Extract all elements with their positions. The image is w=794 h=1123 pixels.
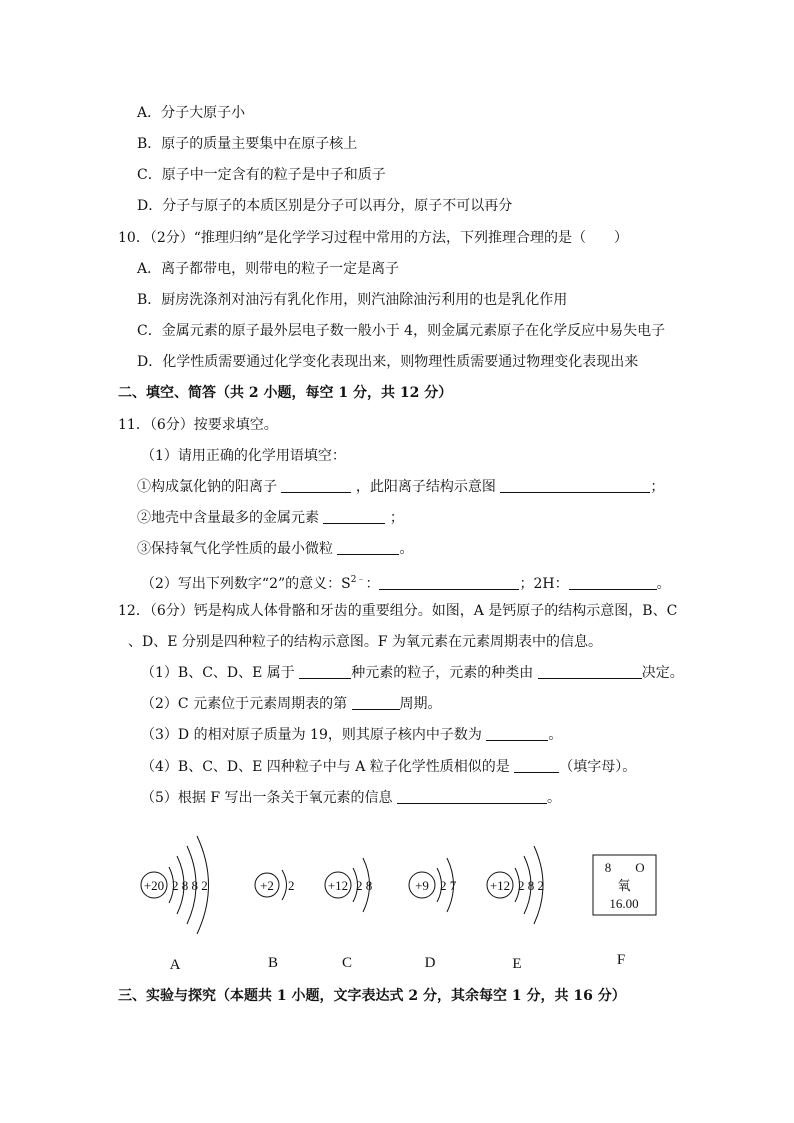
q12-part1 xyxy=(141,664,684,682)
diagram-label-f: F xyxy=(616,952,626,968)
q11-item3-end: 。 xyxy=(399,541,414,557)
q11-part2 xyxy=(141,571,671,593)
diagram-label-a: A xyxy=(169,957,181,973)
q9-option-a: A．分子大原子小 xyxy=(137,105,246,121)
q12-part5 xyxy=(141,789,561,807)
q12-part3-text: （3）D 的相对原子质量为 19，则其原子核内中子数为 xyxy=(141,727,482,743)
atomic-structure-diagrams xyxy=(0,820,794,990)
electron-shell xyxy=(282,870,287,900)
q11-part2-text-b: ： xyxy=(365,576,380,592)
q12-part4-text: （4）B、C、D、E 四种粒子中与 A 粒子化学性质相似的是 xyxy=(141,759,510,775)
q12-part2-end: 周期。 xyxy=(399,696,442,712)
q10-stem: 10．（2分）“推理归纳”是化学学习过程中常用的方法，下列推理合理的是（ ） xyxy=(118,230,629,246)
answer-blank[interactable] xyxy=(379,576,519,590)
q12-stem-line1: 12．（6分）钙是构成人体骨骼和牙齿的重要组分。如图，A 是钙原子的结构示意图，B、C xyxy=(118,603,678,619)
atomic-number: 8 xyxy=(604,860,612,875)
answer-blank[interactable] xyxy=(352,696,400,710)
q11-part2-text-a: （2）写出下列数字“2”的意义：S xyxy=(141,576,351,592)
answer-blank[interactable] xyxy=(397,790,547,804)
answer-blank[interactable] xyxy=(538,665,642,679)
q12-part4-end: （填字母）。 xyxy=(559,759,637,775)
element-name: 氧 xyxy=(617,878,631,893)
answer-blank[interactable] xyxy=(514,759,559,773)
q11-item1-text-b: ，此阳离子结构示意图 xyxy=(355,479,496,495)
electron-count-a: 2 8 8 2 xyxy=(172,878,208,893)
q11-part1: （1）请用正确的化学用语填空： xyxy=(141,448,346,464)
diagram-label-e: E xyxy=(512,956,522,972)
diagram-label-b: B xyxy=(267,955,279,971)
diagram-label-c: C xyxy=(341,955,353,971)
q12-part1-end: 决定。 xyxy=(641,665,684,681)
q11-item1-end: ； xyxy=(650,479,665,495)
nucleus-charge-d: +9 xyxy=(415,878,429,893)
q10-option-d: D．化学性质需要通过化学变化表现出来，则物理性质需要通过物理变化表现出来 xyxy=(137,354,639,370)
q11-part2-text-c: ；2H： xyxy=(519,576,569,592)
section2-heading: 二、填空、简答（共 2 小题，每空 1 分，共 12 分） xyxy=(118,385,453,401)
answer-blank[interactable] xyxy=(337,541,399,555)
section3-heading: 三、实验与探究（本题共 1 小题，文字表达式 2 分，其余每空 1 分，共 16 分） xyxy=(118,988,626,1004)
q11-part2-end: 。 xyxy=(656,576,671,592)
nucleus-charge-e: +12 xyxy=(489,878,511,893)
q12-part5-text: （5）根据 F 写出一条关于氧元素的信息 xyxy=(141,790,393,806)
q12-part1-text-a: （1）B、C、D、E 属于 xyxy=(141,665,295,681)
answer-blank[interactable] xyxy=(486,727,548,741)
electron-count-d: 2 7 xyxy=(440,878,457,893)
answer-blank[interactable] xyxy=(281,479,351,493)
q12-part2-text: （2）C 元素位于元素周期表的第 xyxy=(141,696,348,712)
q11-item3-text: ③保持氧气化学性质的最小微粒 xyxy=(137,541,333,557)
q12-part4 xyxy=(141,758,636,776)
electron-count-b: 2 xyxy=(288,878,295,893)
q10-option-c: C．金属元素的原子最外层电子数一般小于 4，则金属元素原子在化学反应中易失电子 xyxy=(137,323,666,339)
answer-blank[interactable] xyxy=(569,576,657,590)
q11-stem: 11．（6分）按要求填空。 xyxy=(118,417,278,433)
answer-blank[interactable] xyxy=(500,479,650,493)
q11-item2 xyxy=(137,509,404,527)
q9-option-c: C．原子中一定含有的粒子是中子和质子 xyxy=(137,167,386,183)
q11-item2-text: ②地壳中含量最多的金属元素 xyxy=(137,510,319,526)
diagram-label-d: D xyxy=(424,955,436,971)
q12-part2 xyxy=(141,695,442,713)
electron-count-c: 2 8 xyxy=(356,878,373,893)
q11-part2-superscript: 2﹣ xyxy=(350,575,366,585)
q10-option-b: B．厨房洗涤剂对油污有乳化作用，则汽油除油污利用的也是乳化作用 xyxy=(137,292,568,308)
q12-part3-end: 。 xyxy=(548,727,563,743)
q10-option-a: A．离子都带电，则带电的粒子一定是离子 xyxy=(137,261,400,277)
nucleus-charge-b: +2 xyxy=(260,878,274,893)
nucleus-charge-a: +20 xyxy=(143,878,165,893)
q12-part3 xyxy=(141,726,562,744)
q12-part5-end: 。 xyxy=(546,790,561,806)
q9-option-d: D．分子与原子的本质区别是分子可以再分，原子不可以再分 xyxy=(137,198,513,214)
answer-blank[interactable] xyxy=(299,665,351,679)
q11-item2-end: ； xyxy=(389,510,404,526)
q11-item1-text-a: ①构成氯化钠的阳离子 xyxy=(137,479,277,495)
electron-count-e: 2 8 2 xyxy=(518,878,544,893)
q11-item1 xyxy=(137,478,664,496)
q12-stem-line2: 、D、E 分别是四种粒子的结构示意图。F 为氧元素在元素周期表中的信息。 xyxy=(128,634,603,650)
atomic-mass: 16.00 xyxy=(609,896,639,911)
answer-blank[interactable] xyxy=(323,510,385,524)
q12-part1-text-b: 种元素的粒子，元素的种类由 xyxy=(351,665,534,681)
element-symbol: O xyxy=(635,860,645,875)
nucleus-charge-c: +12 xyxy=(327,878,349,893)
q9-option-b: B．原子的质量主要集中在原子核上 xyxy=(137,136,358,152)
q11-item3 xyxy=(137,540,413,558)
